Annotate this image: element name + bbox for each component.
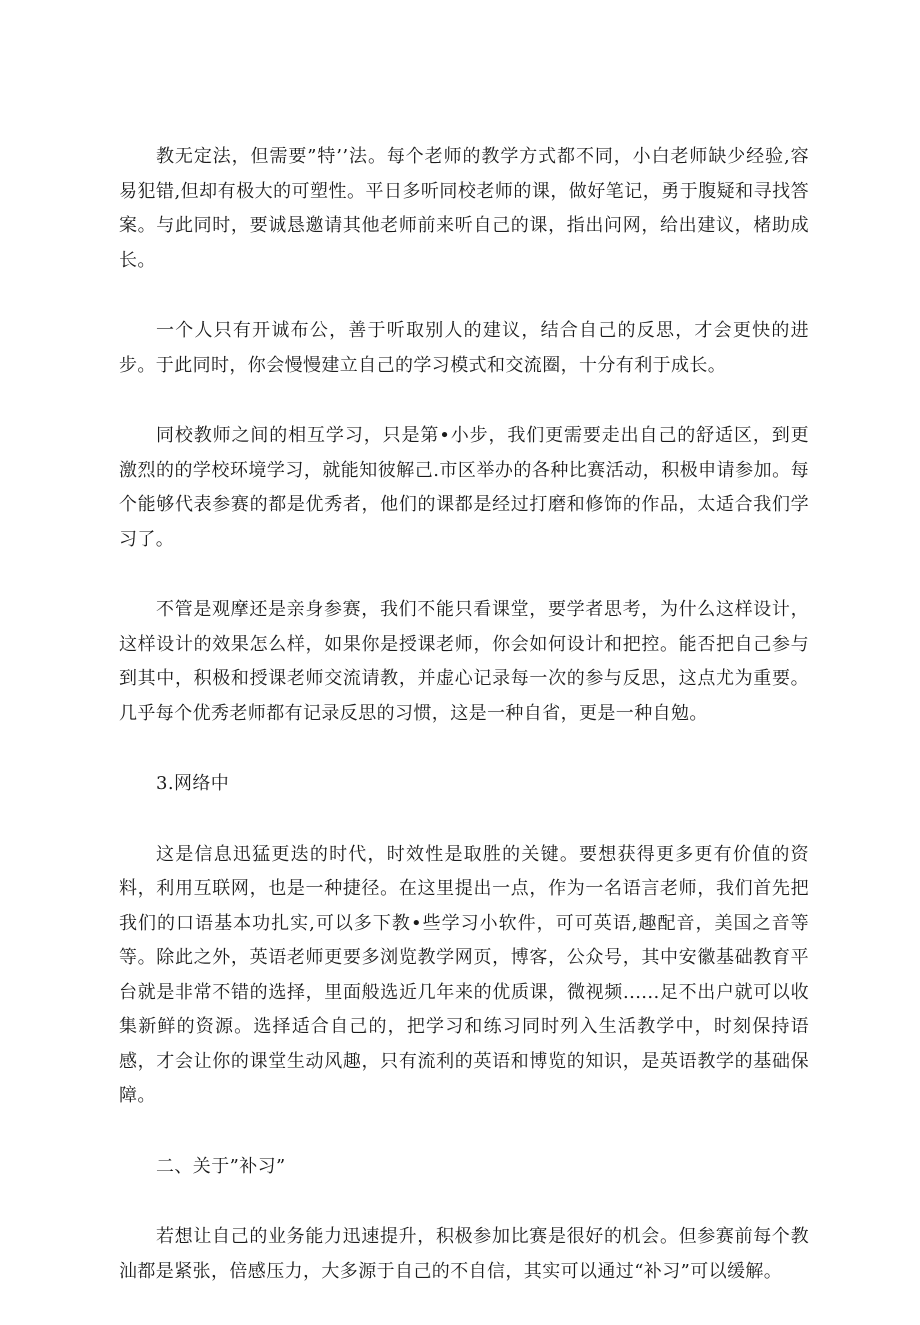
section-heading-network: 3.网络中 [156, 773, 230, 794]
paragraph-4: 不管是观摩还是亲身参赛，我们不能只看课堂，要学者思考，为什么这样设计，这样设计的效果怎么样，如果你是授课老师，你会如何设计和把控。能否把自己参与到其中，积极和授课老师交流请教，并虚心记录每一次的参与反思，这点尤为重要。几乎每个优秀老师都有记录反思的习惯，这是一种自省，更是一种自勉。 [119, 599, 809, 724]
paragraph-2: 一个人只有开诚布公，善于听取别人的建议，结合自己的反思，才会更快的进步。于此同时，你会慢慢建立自己的学习模式和交流圈，十分有利于成长。 [119, 320, 809, 376]
paragraph-1: 教无定法，但需要”特’’法。每个老师的教学方式都不同，小白老师缺少经验,容易犯错,但却有极大的可塑性。平日多听同校老师的课，做好笔记，勇于腹疑和寻找答案。与此同时，要诚恳邀请其他老师前来听自己的课，指出问网，给出建议，楮助成长。 [119, 146, 809, 271]
paragraph-5: 这是信息迅猛更迭的时代，时效性是取胜的关键。要想获得更多更有价值的资料，利用互联网，也是一种捷径。在这里提出一点，作为一名语言老师，我们首先把我们的口语基本功扎实,可以多下教•些学习小软件，可可英语,趣配音，美国之音等等。除此之外，英语老师更要多浏览教学网页，博客，公众号，其中安徽基础教育平台就是非常不错的选择，里面般选近几年来的优质课，微视频......足不出户就可以收集新鲜的资源。选择适合自己的，把学习和练习同时列入生活教学中，时刻保持语感，才会让你的课堂生动风趣，只有流利的英语和博览的知识，是英语教学的基础保障。 [119, 843, 809, 1106]
section-heading-tutoring: 二、关于”补习” [156, 1155, 286, 1177]
paragraph-6: 若想让自己的业务能力迅速提升，积极参加比赛是很好的机会。但参赛前每个教汕都是紧张，倍感压力，大多源于自己的不自信，其实可以通过“补习”可以缓解。 [119, 1226, 809, 1282]
document-body [119, 140, 809, 1325]
paragraph-3: 同校教师之间的相互学习，只是第•小步，我们更需要走出自己的舒适区，到更激烈的的学校环境学习，就能知彼解己.市区举办的各种比赛活动，积极申请参加。每个能够代表参赛的都是优秀者，他们的课都是经过打磨和修饰的作品，太适合我们学习了。 [119, 425, 809, 550]
